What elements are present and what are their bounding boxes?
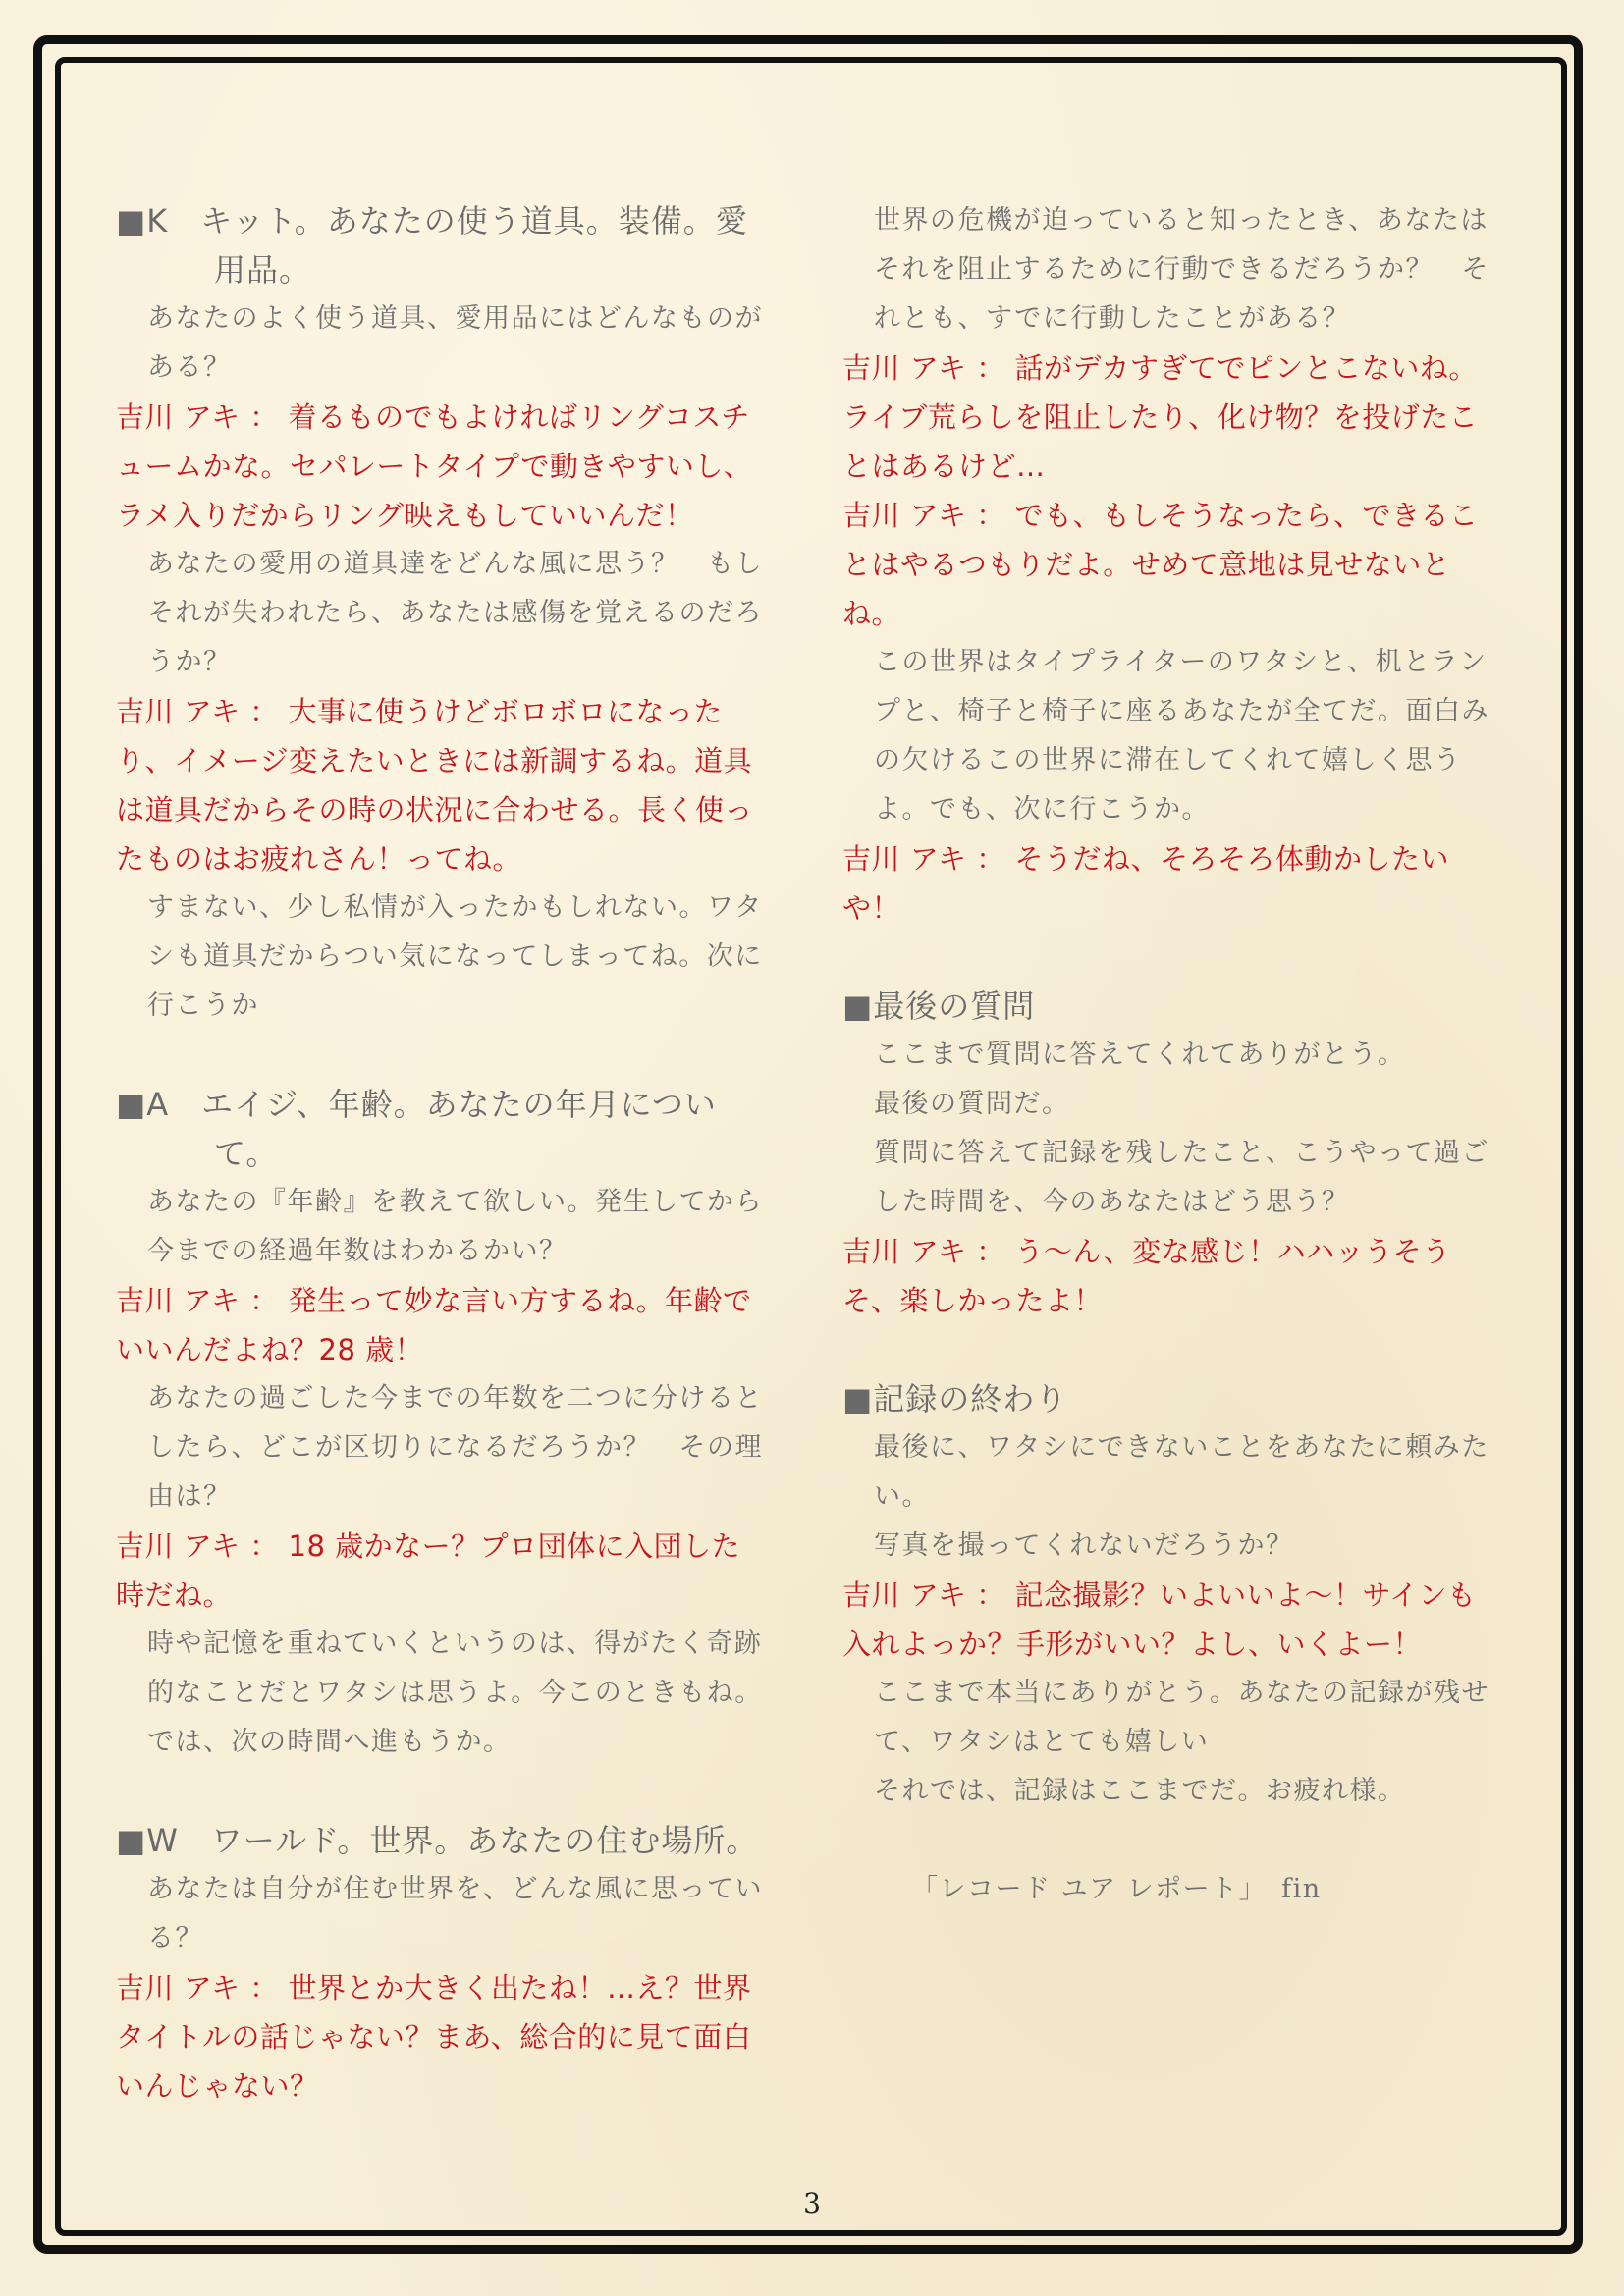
question-line: あなたの愛用の道具達をどんな風に思う？ もし: [147, 549, 763, 579]
question-line: あなたの『年齢』を教えて欲しい。発生してから: [147, 1187, 763, 1217]
question-line: うか？: [147, 647, 232, 677]
question-line: プと、椅子と椅子に座るあなたが全てだ。面白み: [874, 696, 1489, 726]
question-line: ある？: [147, 352, 232, 383]
question-line: シも道具だからつい気になってしまってね。次に: [147, 941, 763, 972]
answer-line: 入れよっか？手形がいい？よし、いくよー！: [842, 1628, 1423, 1661]
question-line: したら、どこが区切りになるだろうか？ その理: [147, 1432, 763, 1463]
section-heading: ■K キット。あなたの使う道具。装備。愛: [116, 202, 748, 240]
answer-line: 吉川 アキ ： そうだね、そろそろ体動かしたい: [842, 842, 1449, 876]
question-line: い。: [874, 1481, 930, 1512]
question-line: では、次の時間へ進もうか。: [147, 1727, 512, 1757]
section-gap: [842, 1325, 1510, 1374]
question-line: 最後の質問だ。: [874, 1089, 1070, 1119]
question-line: 時や記憶を重ねていくというのは、得がたく奇跡: [147, 1629, 763, 1659]
question-line: この世界はタイプライターのワタシと、机とラン: [874, 647, 1488, 677]
section-gap: [842, 933, 1510, 982]
question-line: 最後に、ワタシにできないことをあなたに頼みた: [874, 1432, 1489, 1463]
answer-line: り、イメージ変えたいときには新調するね。道具: [116, 744, 753, 777]
question-line: それでは、記録はここまでだ。お疲れ様。: [874, 1776, 1406, 1806]
question-line: 世界の危機が迫っていると知ったとき、あなたは: [874, 205, 1489, 236]
answer-line: とはやるつもりだよ。せめて意地は見せないと: [842, 548, 1451, 581]
answer-line: 吉川 アキ ： 記念撮影？いよいいよ～！サインも: [842, 1578, 1477, 1612]
left-text-column: [116, 196, 784, 2110]
question-line: 的なことだとワタシは思うよ。今このときもね。: [147, 1678, 763, 1708]
question-line: あなたは自分が住む世界を、どんな風に思ってい: [147, 1874, 763, 1904]
answer-line: そ、楽しかったよ！: [842, 1284, 1103, 1317]
answer-line: たものはお疲れさん！ってね。: [116, 842, 522, 876]
answer-line: いんじゃない？: [116, 2069, 319, 2103]
answer-line: や！: [842, 891, 901, 925]
answer-line: 吉川 アキ ： 着るものでもよければリングコスチ: [116, 400, 750, 434]
question-line: 質問に答えて記録を残したこと、こうやって過ご: [874, 1138, 1489, 1168]
answer-line: 吉川 アキ ： でも、もしそうなったら、できるこ: [842, 499, 1479, 532]
answer-line: タイトルの話じゃない？まあ、総合的に見て面白: [116, 2020, 752, 2054]
section-heading: ■W ワールド。世界。あなたの住む場所。: [116, 1822, 759, 1859]
answer-line: ライブ荒らしを阻止したり、化け物？を投げたこ: [842, 400, 1479, 434]
answer-line: ね。: [842, 597, 901, 630]
answer-line: 吉川 アキ ： う～ん、変な感じ！ハハッうそう: [842, 1235, 1451, 1268]
question-line: あなたのよく使う道具、愛用品にはどんなものが: [147, 303, 763, 334]
question-line: る？: [147, 1923, 203, 1953]
answer-line: 吉川 アキ ： 世界とか大きく出たね！…え？世界: [116, 1971, 752, 2004]
question-line: それを阻止するために行動できるだろうか？ そ: [874, 254, 1489, 285]
answer-line: ラメ入りだからリング映えもしていいんだ！: [116, 499, 694, 532]
answer-line: は道具だからその時の状況に合わせる。長く使っ: [116, 793, 754, 827]
answer-line: いいんだよね？28 歳！: [116, 1333, 424, 1366]
question-line: した時間を、今のあなたはどう思う？: [874, 1187, 1350, 1217]
answer-line: 時だね。: [116, 1578, 233, 1612]
end-credit: 「レコード ユア レポート」 fin: [911, 1874, 1322, 1904]
question-line: それが失われたら、あなたは感傷を覚えるのだろ: [147, 598, 763, 628]
section-heading: ■記録の終わり: [842, 1380, 1068, 1417]
answer-line: 吉川 アキ ： 話がデカすぎてでピンとこないね。: [842, 351, 1478, 385]
section-heading: ■A エイジ、年齢。あなたの年月につい: [116, 1086, 717, 1123]
section-gap: [842, 1816, 1510, 1865]
question-line: ここまで質問に答えてくれてありがとう。: [874, 1040, 1406, 1070]
section-heading: 用品。: [214, 251, 312, 289]
question-line: れとも、すでに行動したことがある？: [874, 303, 1351, 334]
section-heading: ■最後の質問: [842, 988, 1036, 1025]
page-number: 3: [803, 2187, 821, 2219]
answer-line: 吉川 アキ ： 発生って妙な言い方するね。年齢で: [116, 1284, 752, 1317]
question-line: すまない、少し私情が入ったかもしれない。ワタ: [147, 892, 763, 923]
question-line: 由は？: [147, 1481, 232, 1512]
question-line: あなたの過ごした今までの年数を二つに分けると: [147, 1383, 763, 1414]
section-heading: て。: [214, 1135, 279, 1172]
answer-line: 吉川 アキ ： 18 歳かなー？プロ団体に入団した: [116, 1529, 741, 1563]
question-line: よ。でも、次に行こうか。: [874, 794, 1210, 825]
right-text-column: [842, 196, 1510, 1914]
answer-line: 吉川 アキ ： 大事に使うけどボロボロになった: [116, 695, 723, 728]
question-line: て、ワタシはとても嬉しい: [874, 1727, 1210, 1757]
question-line: 行こうか: [147, 990, 259, 1021]
section-gap: [116, 1031, 784, 1080]
answer-line: ュームかな。セパレートタイプで動きやすいし、: [116, 450, 753, 483]
section-gap: [116, 1767, 784, 1816]
question-line: ここまで本当にありがとう。あなたの記録が残せ: [874, 1678, 1489, 1708]
question-line: 写真を撮ってくれないだろうか？: [874, 1530, 1294, 1561]
answer-line: とはあるけど…: [842, 450, 1046, 483]
question-line: の欠けるこの世界に滞在してくれて嬉しく思う: [874, 745, 1462, 775]
question-line: 今までの経過年数はわかるかい？: [147, 1236, 568, 1266]
